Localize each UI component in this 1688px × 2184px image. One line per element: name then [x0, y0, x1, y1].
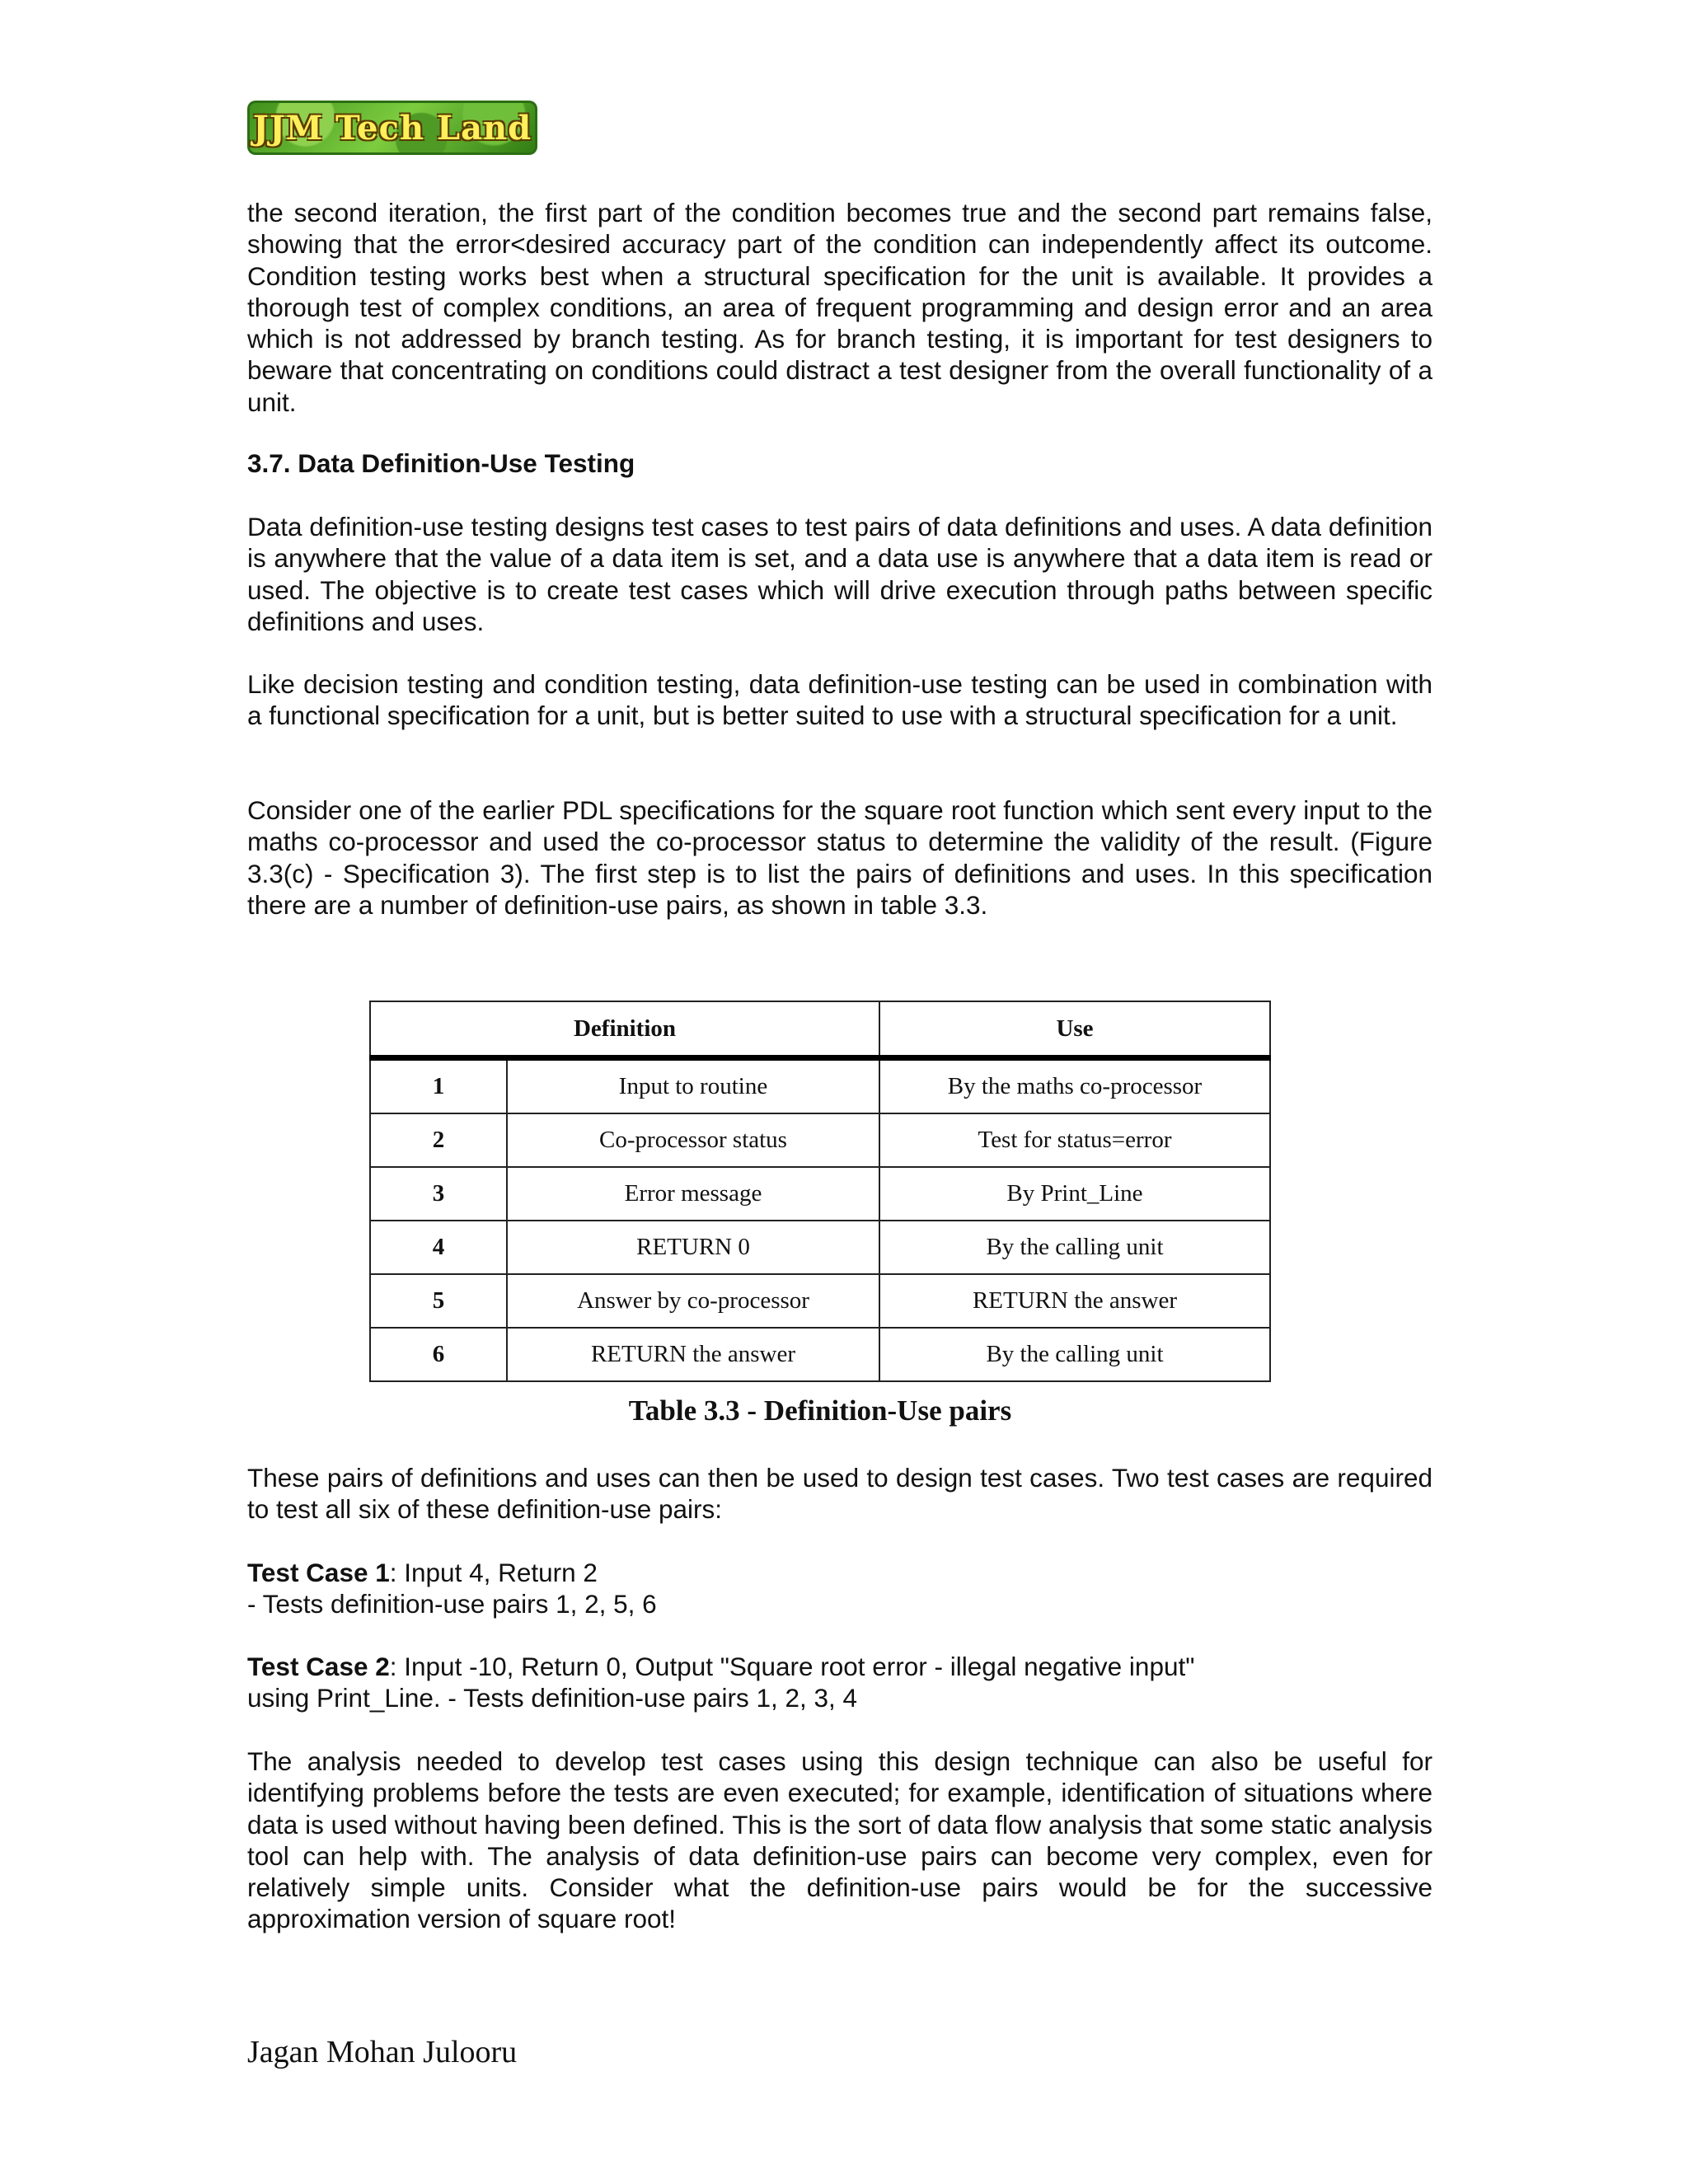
paragraph-definition-use-intro: Data definition-use testing designs test cases to test pairs of data definitions and uses. A data definition is anywhere that the value of a data item is set, and a data use is anywhere that a data item is read or used. The objective is to create test cases which will drive execution through paths between specific definitions and uses.	[247, 512, 1432, 636]
use-cell: By the maths co-processor	[879, 1058, 1270, 1114]
test-case-2-label: Test Case 2	[247, 1652, 390, 1681]
paragraph-condition-testing: the second iteration, the first part of the condition becomes true and the second part remains false, showing that the error<desired accuracy part of the condition can independently affect its outcome. Condition testing works best when a structural specification for the unit is available. It provides a thorough test of complex conditions, an area of frequent programming and design error and an area which is not addressed by branch testing. As for branch testing, it is important for test designers to beware that concentrating on conditions could distract a test designer from the overall functionality of a unit.	[247, 198, 1432, 417]
table-row	[370, 1221, 1270, 1274]
definition-use-table	[369, 1001, 1271, 1382]
table-row	[370, 1274, 1270, 1328]
column-header-use: Use	[879, 1001, 1270, 1058]
test-case-2-text: : Input -10, Return 0, Output "Square root error - illegal negative input"	[389, 1652, 1195, 1681]
footer-author: Jagan Mohan Julooru	[247, 2035, 518, 2069]
test-case-1-detail: - Tests definition-use pairs 1, 2, 5, 6	[247, 1589, 657, 1619]
row-number: 2	[370, 1113, 507, 1167]
use-cell: Test for status=error	[879, 1113, 1270, 1167]
test-case-1-text: : Input 4, Return 2	[389, 1558, 598, 1587]
column-header-definition: Definition	[370, 1001, 879, 1058]
row-number: 5	[370, 1274, 507, 1328]
use-cell: By the calling unit	[879, 1221, 1270, 1274]
table-row	[370, 1058, 1270, 1114]
test-case-2-detail: using Print_Line. - Tests definition-use pairs 1, 2, 3, 4	[247, 1683, 858, 1713]
paragraph-test-cases-intro: These pairs of definitions and uses can then be used to design test cases. Two test cases are required to test all six of these definition-use pairs:	[247, 1463, 1432, 1525]
row-number: 3	[370, 1167, 507, 1221]
definition-cell: RETURN 0	[507, 1221, 879, 1274]
table-row	[370, 1113, 1270, 1167]
use-cell: By Print_Line	[879, 1167, 1270, 1221]
definition-cell: Input to routine	[507, 1058, 879, 1114]
row-number: 6	[370, 1328, 507, 1381]
use-cell: RETURN the answer	[879, 1274, 1270, 1328]
table-header-row	[370, 1001, 1270, 1058]
logo-text: JJM Tech Land	[252, 108, 532, 148]
definition-cell: Answer by co-processor	[507, 1274, 879, 1328]
row-number: 1	[370, 1058, 507, 1114]
definition-cell: Co-processor status	[507, 1113, 879, 1167]
definition-cell: Error message	[507, 1167, 879, 1221]
section-heading: 3.7. Data Definition-Use Testing	[247, 448, 635, 478]
paragraph-analysis: The analysis needed to develop test cases using this design technique can also be useful for identifying problems before the tests are even executed; for example, identification of situations where data is used without having been defined. This is the sort of data flow analysis that some static analysis tool can help with. The analysis of data definition-use pairs can become very complex, even for relatively simple units. Consider what the definition-use pairs would be for the successive approximation version of square root!	[247, 1746, 1432, 1934]
use-cell: By the calling unit	[879, 1328, 1270, 1381]
row-number: 4	[370, 1221, 507, 1274]
table-row	[370, 1328, 1270, 1381]
test-case-1	[247, 1557, 598, 1588]
logo	[247, 101, 537, 155]
paragraph-combination: Like decision testing and condition testing, data definition-use testing can be used in combination with a functional specification for a unit, but is better suited to use with a structural specification for a unit.	[247, 669, 1432, 731]
paragraph-pdl-specification: Consider one of the earlier PDL specifications for the square root function which sent every input to the maths co-processor and used the co-processor status to determine the validity of the result. (Figure 3.3(c) - Specification 3). The first step is to list the pairs of definitions and uses. In this specification there are a number of definition-use pairs, as shown in table 3.3.	[247, 795, 1432, 920]
table-caption: Table 3.3 - Definition-Use pairs	[628, 1394, 1012, 1427]
table-row	[370, 1167, 1270, 1221]
definition-cell: RETURN the answer	[507, 1328, 879, 1381]
test-case-2	[247, 1651, 1194, 1682]
test-case-1-label: Test Case 1	[247, 1558, 390, 1587]
